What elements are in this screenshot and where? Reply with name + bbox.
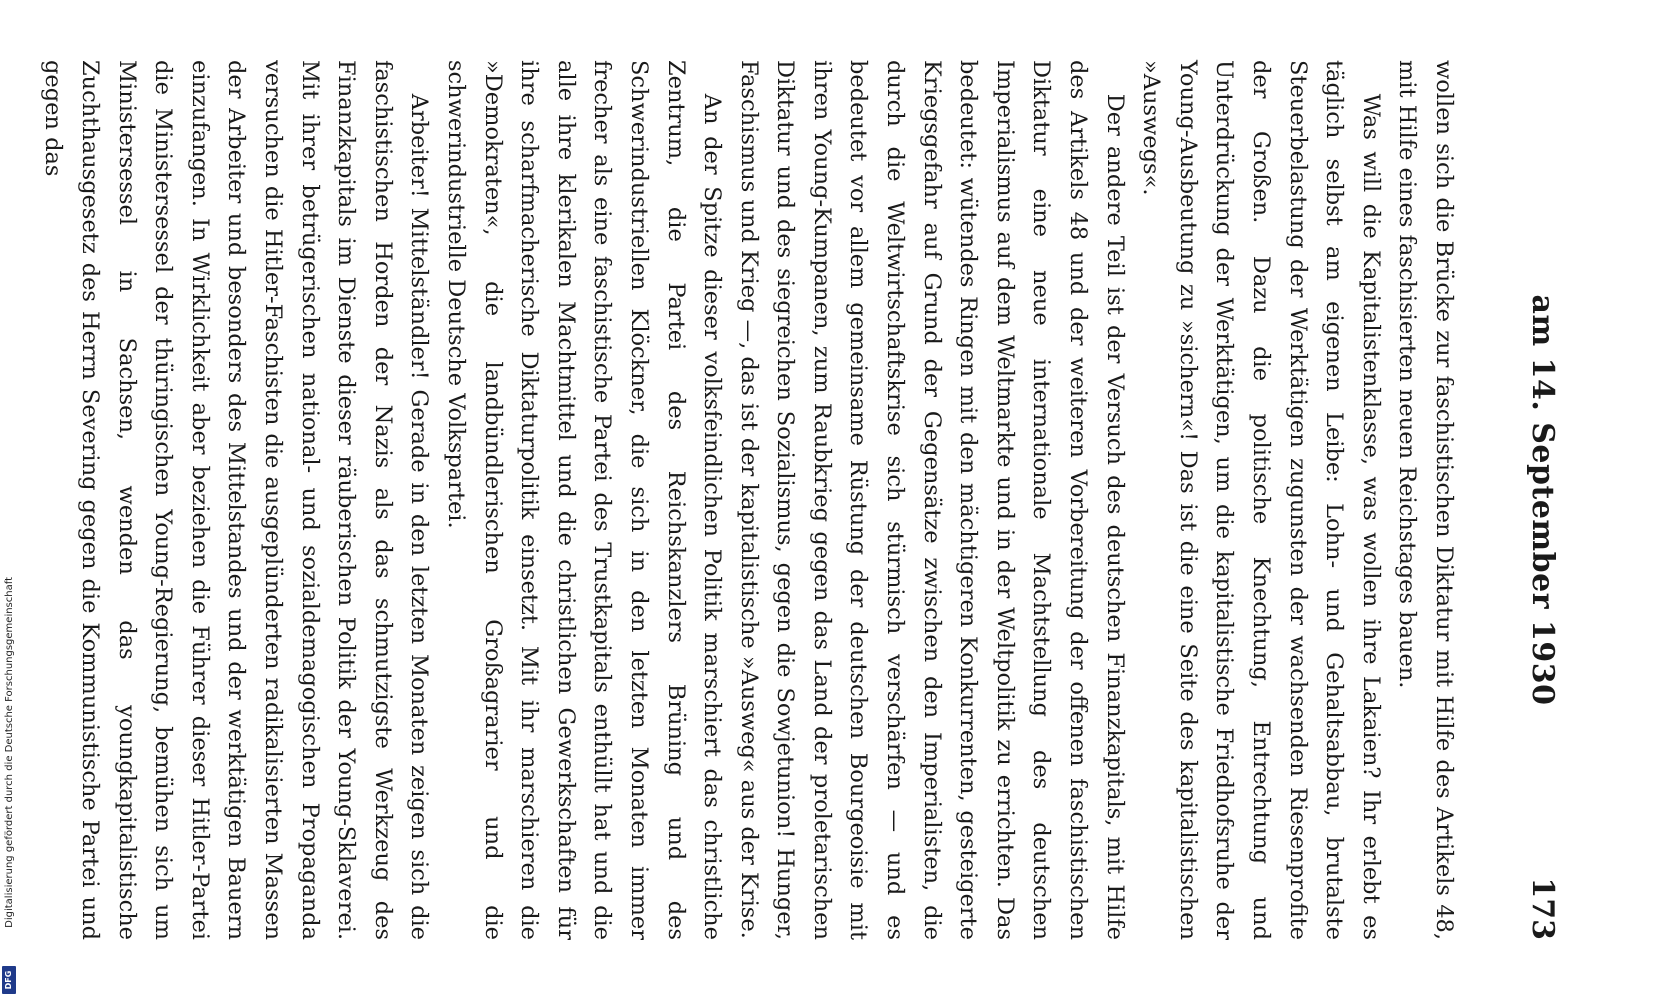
digitization-credit-strip (0, 578, 18, 1000)
paragraph: Der andere Teil ist der Versuch des deutschen Finanzkapitals, mit Hilfe des Artikels 48 und der weiteren Vorbereitung der offenen faschistischen Diktatur eine neue internationale Machtstellung des deutschen Imperialismus auf dem Weltmarkte und in der Weltpolitik zu errichten. Das bedeutet: wütendes Ringen mit den mächtigeren Konkurrenten, gesteigerte Kriegsgefahr auf Grund der Gegensätze zwischen den Imperialisten, die durch die Weltwirtschaftskrise sich stürmisch verschärfen — und es bedeutet vor allem gemeinsame Rüstung der deutschen Bourgeoisie mit ihren Young-Kumpanen, zum Raubkrieg gegen das Land der proletarischen Diktatur und des siegreichen Sozialismus, gegen die Sowjetunion! Hunger, Faschismus und Krieg —, das ist der kapitalistische »Ausweg« aus der Krise. (735, 60, 1128, 940)
paragraph: An der Spitze dieser volksfeindlichen Politik marschiert das christliche Zentrum, die Partei des Reichskanzlers Brüning und des Schwerindustriellen Klöckner, die sich in den letzten Monaten immer frecher als eine faschistische Partei des Trustkapitals enthüllt hat und die alle ihre klerikalen Machtmittel und die christlichen Gewerkschaften für ihre scharfmacherische Diktaturpolitik einsetzt. Mit ihr marschieren die »Demokraten«, die landbündlerischen Großagrarier und die schwerindustrielle Deutsche Volkspartei. (442, 60, 726, 940)
digitization-credit: Digitalisierung gefördert durch die Deutsche Forschungsgemeinschaft (4, 577, 15, 928)
paragraph: wollen sich die Brücke zur faschistischen Diktatur mit Hilfe des Artikels 48, mit Hilfe eines faschisierten neuen Reichstages bauen. (1394, 60, 1457, 940)
paragraph: Arbeiter! Mittelständler! Gerade in den letzten Monaten zeigen sich die faschistischen Horden der Nazis als das schmutzigste Werkzeug des Finanzkapitals im Dienste dieser räuberischen Politik der Young-Sklaverei. Mit ihrer betrügerischen national- und sozialdemagogischen Propaganda versuchen die Hitler-Faschisten die ausgeplünderten radikalisierten Massen der Arbeiter und besonders des Mittelstandes und der werktätigen Bauern einzufangen. In Wirklichkeit aber beziehen die Führer dieser Hitler-Partei die Ministersessel der thüringischen Young-Regierung, bemühen sich um Ministersessel in Sachsen, wenden das youngkapitalistische Zuchthausgesetz des Herrn Severing gegen die Kommunistische Partei und gegen das (40, 60, 433, 940)
page-header (1500, 60, 1560, 940)
body-text (35, 60, 1462, 940)
dfg-logo-icon (2, 966, 16, 994)
page-number: 173 (1525, 877, 1560, 940)
running-title: am 14. September 1930 (1525, 294, 1560, 706)
paragraph: Was will die Kapitalistenklasse, was wollen ihre Lakaien? Ihr erlebt es täglich selbst am eigenen Leibe: Lohn- und Gehaltsabbau, brutalste Steuerbelastung der Werktätigen zugunsten der wachsenden Riesenprofite der Großen. Dazu die politische Knechtung, Entrechtung und Unterdrückung der Werktätigen, um die kapitalistische Friedhofsruhe der Young-Ausbeutung zu »sichern«! Das ist die eine Seite des kapitalistischen »Auswegs«. (1138, 60, 1384, 940)
dfg-logo-text: DFG (4, 970, 13, 990)
